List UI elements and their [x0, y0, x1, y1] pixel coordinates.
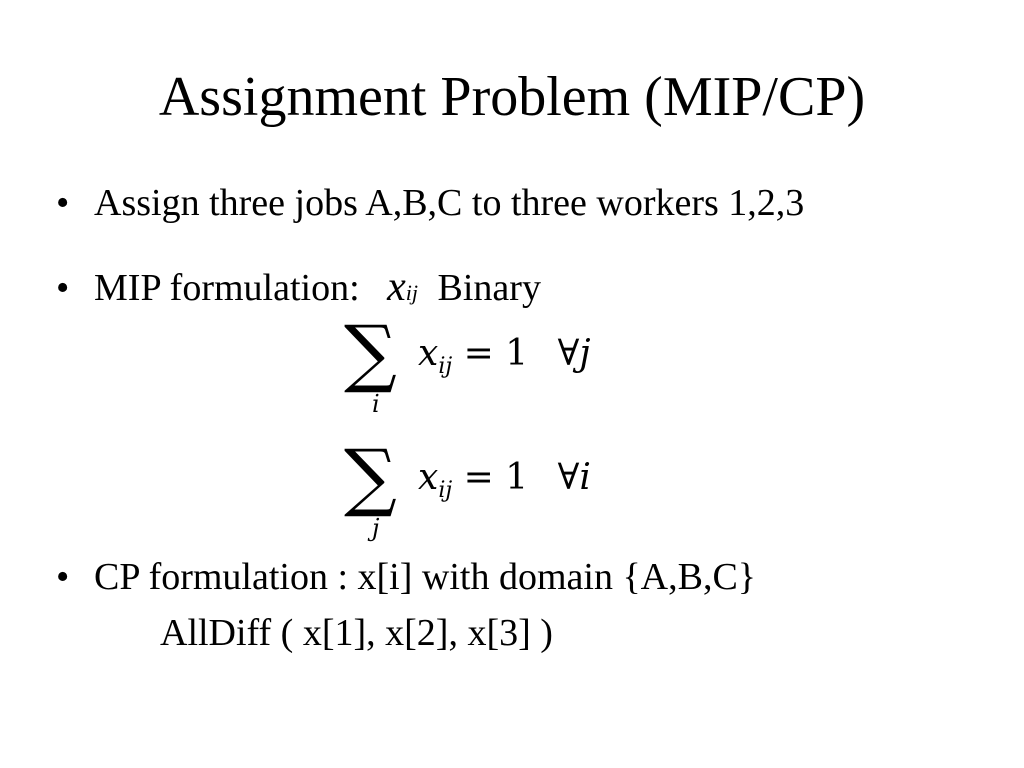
equation-sum-over-j [344, 434, 664, 550]
binary-label: Binary [437, 267, 541, 309]
forall-symbol: ∀ [557, 333, 580, 374]
eq-variable: x [418, 333, 439, 374]
sigma-symbol: ∑ [344, 434, 397, 520]
equation-body [418, 334, 591, 387]
bullet-icon: • [56, 182, 70, 224]
bullet-text: MIP formulation: [94, 267, 360, 309]
forall-symbol: ∀ [557, 457, 580, 498]
equation-sum-over-i [344, 310, 664, 426]
eq-rhs: = 1 [463, 457, 529, 498]
slide-title: Assignment Problem (MIP/CP) [158, 66, 866, 128]
bullet-icon: • [56, 267, 70, 309]
sum-index: j [372, 514, 380, 542]
eq-rhs: = 1 [463, 333, 529, 374]
bullet-text: Assign three jobs A,B,C to three workers 1,2,3 [94, 182, 805, 224]
variable-x: x [387, 264, 406, 310]
quantifier-var: j [579, 333, 591, 374]
bullet-mip-formulation [56, 264, 541, 316]
equation-body [418, 458, 591, 511]
bullet-icon: • [56, 556, 70, 598]
bullet-assign-jobs [56, 180, 804, 226]
sigma-symbol: ∑ [344, 310, 397, 396]
variable-subscript: ij [405, 280, 419, 305]
sum-index: i [372, 390, 380, 418]
eq-variable: x [418, 457, 439, 498]
quantifier-var: i [579, 457, 591, 498]
eq-subscript: ij [438, 478, 453, 504]
alldiff-constraint: AllDiff ( x[1], x[2], x[3] ) [160, 612, 553, 654]
eq-subscript: ij [438, 354, 453, 380]
bullet-text: CP formulation : x[i] with domain {A,B,C} [94, 556, 757, 598]
bullet-cp-formulation [56, 554, 756, 600]
